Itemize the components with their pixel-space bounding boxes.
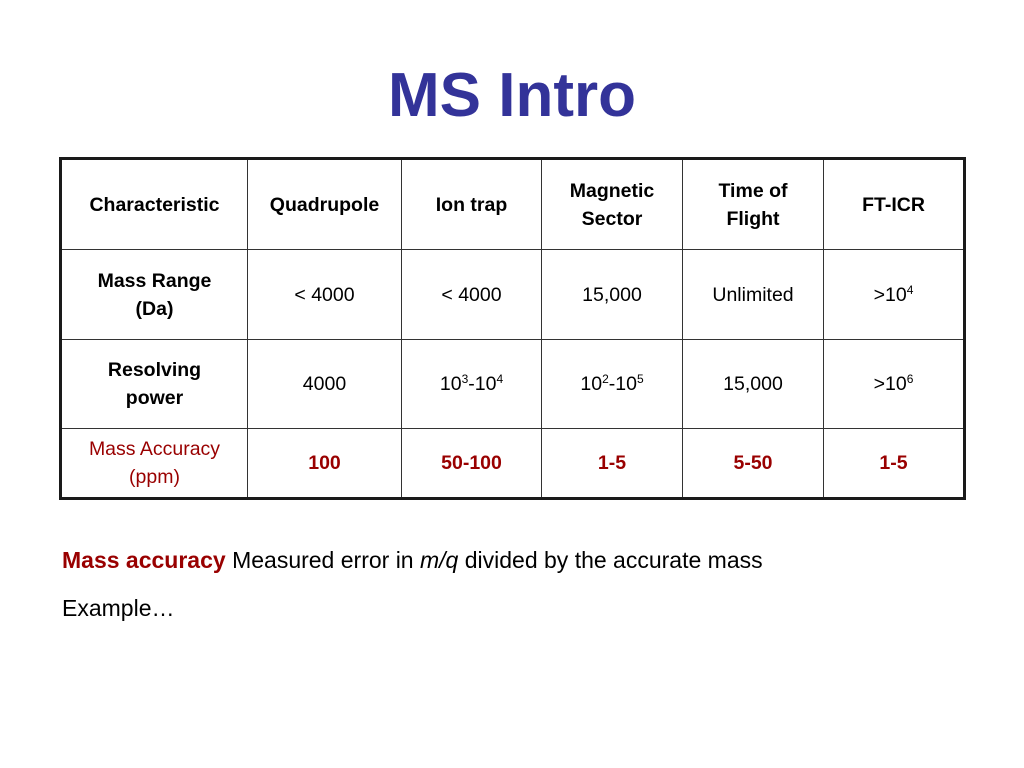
header-cell-ft-icr: FT-ICR (824, 159, 965, 250)
table-cell: Unlimited (683, 250, 824, 340)
table-header-row (61, 159, 965, 250)
header-cell-magnetic-sector (542, 159, 683, 250)
cell-base: >10 (873, 373, 907, 395)
definition-variable: m/q (420, 547, 459, 573)
definition-text-end: divided by the accurate mass (458, 547, 763, 573)
cell-exponent: 5 (636, 372, 644, 386)
table-cell: 15,000 (542, 250, 683, 340)
table-cell: 1-5 (824, 429, 965, 499)
table-row-mass-accuracy (61, 429, 965, 499)
table-cell: 50-100 (402, 429, 542, 499)
row-label-text: Mass Range (Da) (97, 269, 212, 320)
table-cell: < 4000 (402, 250, 542, 340)
cell-separator: -10 (608, 373, 637, 395)
header-cell-characteristic: Characteristic (61, 159, 248, 250)
header-text: Magnetic Sector (569, 179, 655, 230)
cell-separator: -10 (468, 373, 497, 395)
row-label-text: Mass Accuracy (ppm) (88, 438, 221, 488)
header-cell-ion-trap: Ion trap (402, 159, 542, 250)
example-line: Example… (62, 595, 175, 621)
cell-exponent: 2 (602, 372, 609, 386)
header-text: Time of Flight (718, 179, 788, 230)
table-cell: < 4000 (248, 250, 402, 340)
slide-title: MS Intro (388, 61, 636, 130)
table-row-resolving-power (61, 340, 965, 429)
definition-line (62, 545, 763, 575)
cell-exponent: 4 (496, 372, 504, 386)
definition-term: Mass accuracy (62, 547, 226, 573)
table-cell (824, 340, 965, 429)
cell-base: >10 (873, 283, 907, 306)
row-label-mass-range (61, 250, 248, 340)
table-cell: 15,000 (683, 340, 824, 429)
table-cell: 1-5 (542, 429, 683, 499)
table-cell: 100 (248, 429, 402, 499)
cell-exponent: 6 (906, 372, 914, 386)
cell-base: 10 (580, 373, 603, 395)
cell-base: 10 (439, 373, 462, 395)
table-cell: 5-50 (683, 429, 824, 499)
cell-exponent: 3 (461, 372, 469, 386)
definition-text: Measured error in (225, 547, 420, 573)
table-cell: 4000 (248, 340, 402, 429)
table-cell (824, 250, 965, 340)
row-label-resolving-power (61, 340, 248, 429)
header-cell-quadrupole: Quadrupole (248, 159, 402, 250)
comparison-table (59, 157, 966, 500)
row-label-mass-accuracy (61, 429, 248, 499)
cell-exponent: 4 (906, 282, 914, 297)
table-cell (542, 340, 683, 429)
row-label-text: Resolving power (107, 359, 202, 409)
header-cell-time-of-flight (683, 159, 824, 250)
table-cell (402, 340, 542, 429)
table-row-mass-range (61, 250, 965, 340)
